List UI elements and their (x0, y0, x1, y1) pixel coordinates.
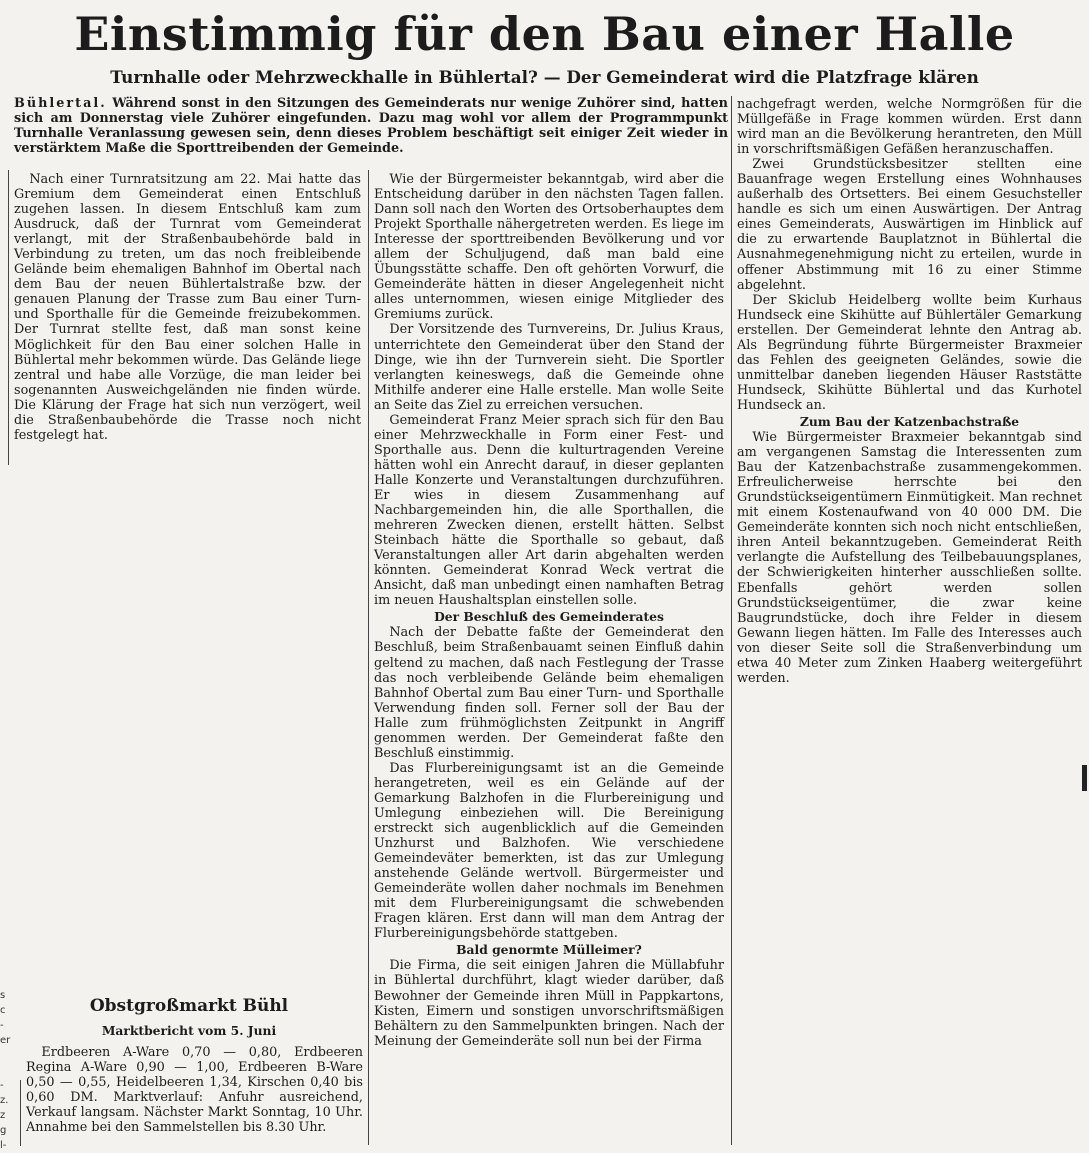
paragraph: Wie Bürgermeister Braxmeier bekanntgab sind am vergangenen Samstag die Interessenten zum Bau der Katzenbachstraße zusammengekommen. Erfreulicherweise herrschte bei den Grundstückseigentümern Einmütigkeit. Man rechnet mit einem Kostenaufwand von 40 000 DM. Die Gemeinderäte konnten sich noch nicht entschließen, ihren Anteil bekanntzugeben. Gemeinderat Reith verlangte die Aufstellung des Teilbebauungsplanes, der Schwierigkeiten hinterher ausschließen sollte. Ebenfalls gehört werden sollen Grundstückseigentümer, die zwar keine Baugrundstücke, doch ihre Felder in diesem Gewann liegen hätten. Im Falle des Interesses auch von dieser Seite soll die Straßenverbindung um etwa 40 Meter zum Zinken Haaberg weitergeführt werden. (737, 430, 1082, 686)
column-rule-lower-left (20, 1080, 21, 1146)
column-rule-left (8, 170, 9, 465)
paragraph: Gemeinderat Franz Meier sprach sich für den Bau einer Mehrzweckhalle in Form einer Fest- und Sporthalle aus. Denn die kulturtragenden Vereine hätten wohl ein Anrecht darauf, in dieser geplanten Halle Konzerte und Veranstaltungen durchzuführen. Er wies in diesem Zusammenhang auf Nachbargemeinden hin, die alle Sporthallen, die mehreren Zwecken dienen, erstellt hätten. Selbst Steinbach hätte die Sporthalle so gebaut, daß Veranstaltungen aller Art darin abgehalten werden könnten. Gemeinderat Konrad Weck vertrat die Ansicht, daß man unbedingt einen namhaften Betrag im neuen Haushaltsplan einstellen solle. (374, 412, 724, 609)
edge-fragment: c (0, 1005, 6, 1016)
section-heading-beschluss: Der Beschluß des Gemeinderates (434, 609, 664, 625)
edge-fragment: er (0, 1035, 11, 1046)
paragraph: Zwei Grundstücksbesitzer stellten eine Bauanfrage wegen Erstellung eines Wohnhauses außerhalb des Ortsetters. Bei einem Gesuchsteller handle es sich um einen Auswärtigen. Der Antrag eines Gemeinderats, Auswärtigen im Hinblick auf die zu erwartende Bauplatznot in Bühlertal die Ausnahmegenehmigung nicht zu erteilen, wurde in offener Abstimmung mit 16 zu einer Stimme abgelehnt. (737, 157, 1082, 293)
lead-paragraph (14, 96, 728, 156)
edge-fragment: s (0, 990, 6, 1001)
edge-fragment: g (0, 1125, 7, 1136)
paragraph: Der Skiclub Heidelberg wollte beim Kurhaus Hundseck eine Skihütte auf Bühlertäler Gemarkung erstellen. Der Gemeinderat lehnte den Antrag ab. Als Begründung führte Bürgermeister Braxmeier das Fehlen des geeigneten Geländes, sowie die unmittelbar daneben liegenden Häuser Raststätte Hundseck, Skihütte Bühlertal und das Kurhotel Hundseck an. (737, 292, 1082, 413)
paragraph: Der Vorsitzende des Turnvereins, Dr. Julius Kraus, unterrichtete den Gemeinderat über den Stand der Dinge, wie ihn der Turnverein sieht. Die Sportler verlangten keineswegs, daß die Gemeinde ohne Mithilfe anderer eine Halle erstelle. Man wolle Seite an Seite das Ziel zu erreichen versuchen. (374, 322, 724, 413)
edge-fragment: l- (0, 1140, 7, 1151)
subheadline: Turnhalle oder Mehrzweckhalle in Bühlertal? — Der Gemeinderat wird die Platzfrage klären (110, 67, 979, 87)
lead-location: Bühlertal. (14, 96, 107, 111)
ink-mark (1082, 765, 1087, 791)
paragraph: Das Flurbereinigungsamt ist an die Gemeinde herangetreten, weil es ein Gelände auf der Gemarkung Balzhofen in die Flurbereinigung und Umlegung einbeziehen will. Die Bereinigung erstreckt sich augenblicklich auf die Gemeinden Unzhurst und Balzhofen. Wie verschiedene Gemeindeväter bemerkten, ist das zur Umlegung anstehende Gelände wertvoll. Bürgermeister und Gemeinderäte wollen daher nochmals im Benehmen mit dem Flurbereinigungsamt die schwebenden Fragen klären. Erst dann will man dem Antrag der Flurbereinigungsbehörde stattgeben. (374, 760, 724, 942)
column-1 (14, 172, 361, 443)
market-report-title: Obstgroßmarkt Bühl (89, 996, 289, 1016)
edge-fragment: z (0, 1110, 6, 1121)
edge-fragments-lower (0, 1078, 14, 1153)
market-report-subtitle: Marktbericht vom 5. Juni (101, 1023, 277, 1038)
column-2 (374, 172, 724, 1049)
edge-fragment: - (0, 1020, 4, 1031)
section-heading-katzenbach: Zum Bau der Katzenbachstraße (799, 413, 1020, 429)
edge-fragment: z. (0, 1095, 9, 1106)
section-heading-muell: Bald genormte Mülleimer? (456, 942, 642, 958)
paragraph: Nach der Debatte faßte der Gemeinderat den Beschluß, beim Straßenbauamt seinen Einfluß dahin geltend zu machen, daß nach Festlegung der Trasse das noch verbleibende Gelände beim ehemaligen Bahnhof Obertal zum Bau einer Turn- und Sporthalle Verwendung finden soll. Ferner soll der Bau der Halle zum frühmöglichsten Zeitpunkt in Angriff genommen werden. Der Gemeinderat faßte den Beschluß einstimmig. (374, 625, 724, 761)
market-report-text: Erdbeeren A-Ware 0,70 — 0,80, Erdbeeren Regina A-Ware 0,90 — 1,00, Erdbeeren B-Ware 0,50 — 0,55, Heidelbeeren 1,34, Kirschen 0,40 bis 0,60 DM. Marktverlauf: Anfuhr ausreichend, Verkauf langsam. Nächster Markt Sonntag, 10 Uhr. Annahme bei den Sammelstellen bis 8.30 Uhr. (26, 1045, 363, 1136)
paragraph: Nach einer Turnratsitzung am 22. Mai hatte das Gremium dem Gemeinderat einen Entschluß zugehen lassen. In diesem Entschluß kam zum Ausdruck, daß der Turnrat vom Gemeinderat verlangt, mit der Straßenbaubehörde bald in Verbindung zu treten, um das noch freibleibende Gelände beim ehemaligen Bahnhof im Obertal nach dem Bau der neuen Bühlertalstraße bzw. der genauen Planung der Trasse zum Bau einer Turn- und Sporthalle für die Gemeinde freizubekommen. Der Turnrat stellte fest, daß man sonst keine Möglichkeit für den Bau einer solchen Halle in Bühlertal mehr bekommen würde. Das Gelände liege zentral und habe alle Vorzüge, die man leider bei sogenannten Ausweichgeländen nie finden würde. Die Klärung der Frage hat sich nun verzögert, weil die Straßenbaubehörde die Trasse noch nicht festgelegt hat. (14, 172, 361, 443)
column-rule-2 (731, 96, 732, 1145)
market-report (26, 1045, 363, 1135)
lead-text: Während sonst in den Sitzungen des Gemeinderats nur wenige Zuhörer sind, hatten sich am Donnerstag viele Zuhörer eingefunden. Dazu mag wohl vor allem der Programmpunkt Turnhalle Veranlassung gewesen sein, denn dieses Problem beschäftigt seit einiger Zeit wieder in verstärktem Maße die Sporttreibenden der Gemeinde. (14, 96, 728, 157)
paragraph: nachgefragt werden, welche Normgrößen für die Müllgefäße in Frage kommen würden. Erst dann wird man an die Bevölkerung herantreten, den Müll in vorschriftsmäßigen Gefäßen heranzuschaffen. (737, 97, 1082, 158)
column-3 (737, 97, 1082, 686)
edge-fragments-upper (0, 988, 14, 1048)
column-rule-1 (368, 170, 369, 1145)
paragraph: Die Firma, die seit einigen Jahren die Müllabfuhr in Bühlertal durchführt, klagt wieder darüber, daß Bewohner der Gemeinde ihren Müll in Pappkartons, Kisten, Eimern und sonstigen unvorschriftsmäßigen Behältern zu den Sammelpunkten bringen. Nach der Meinung der Gemeinderäte soll nun bei der Firma (374, 958, 724, 1049)
paragraph: Wie der Bürgermeister bekanntgab, wird aber die Entscheidung darüber in den nächsten Tagen fallen. Dann soll nach den Worten des Ortsoberhauptes dem Projekt Sporthalle nähergetreten werden. Es liege im Interesse der sporttreibenden Bevölkerung und vor allem der Schuljugend, daß man bald eine Übungsstätte schaffe. Den oft gehörten Vorwurf, die Gemeinderäte hätten in dieser Angelegenheit nicht alles unternommen, wiesen einige Mitglieder des Gremiums zurück. (374, 172, 724, 323)
edge-fragment: - (0, 1080, 4, 1091)
headline: Einstimmig für den Bau einer Halle (74, 7, 1015, 61)
